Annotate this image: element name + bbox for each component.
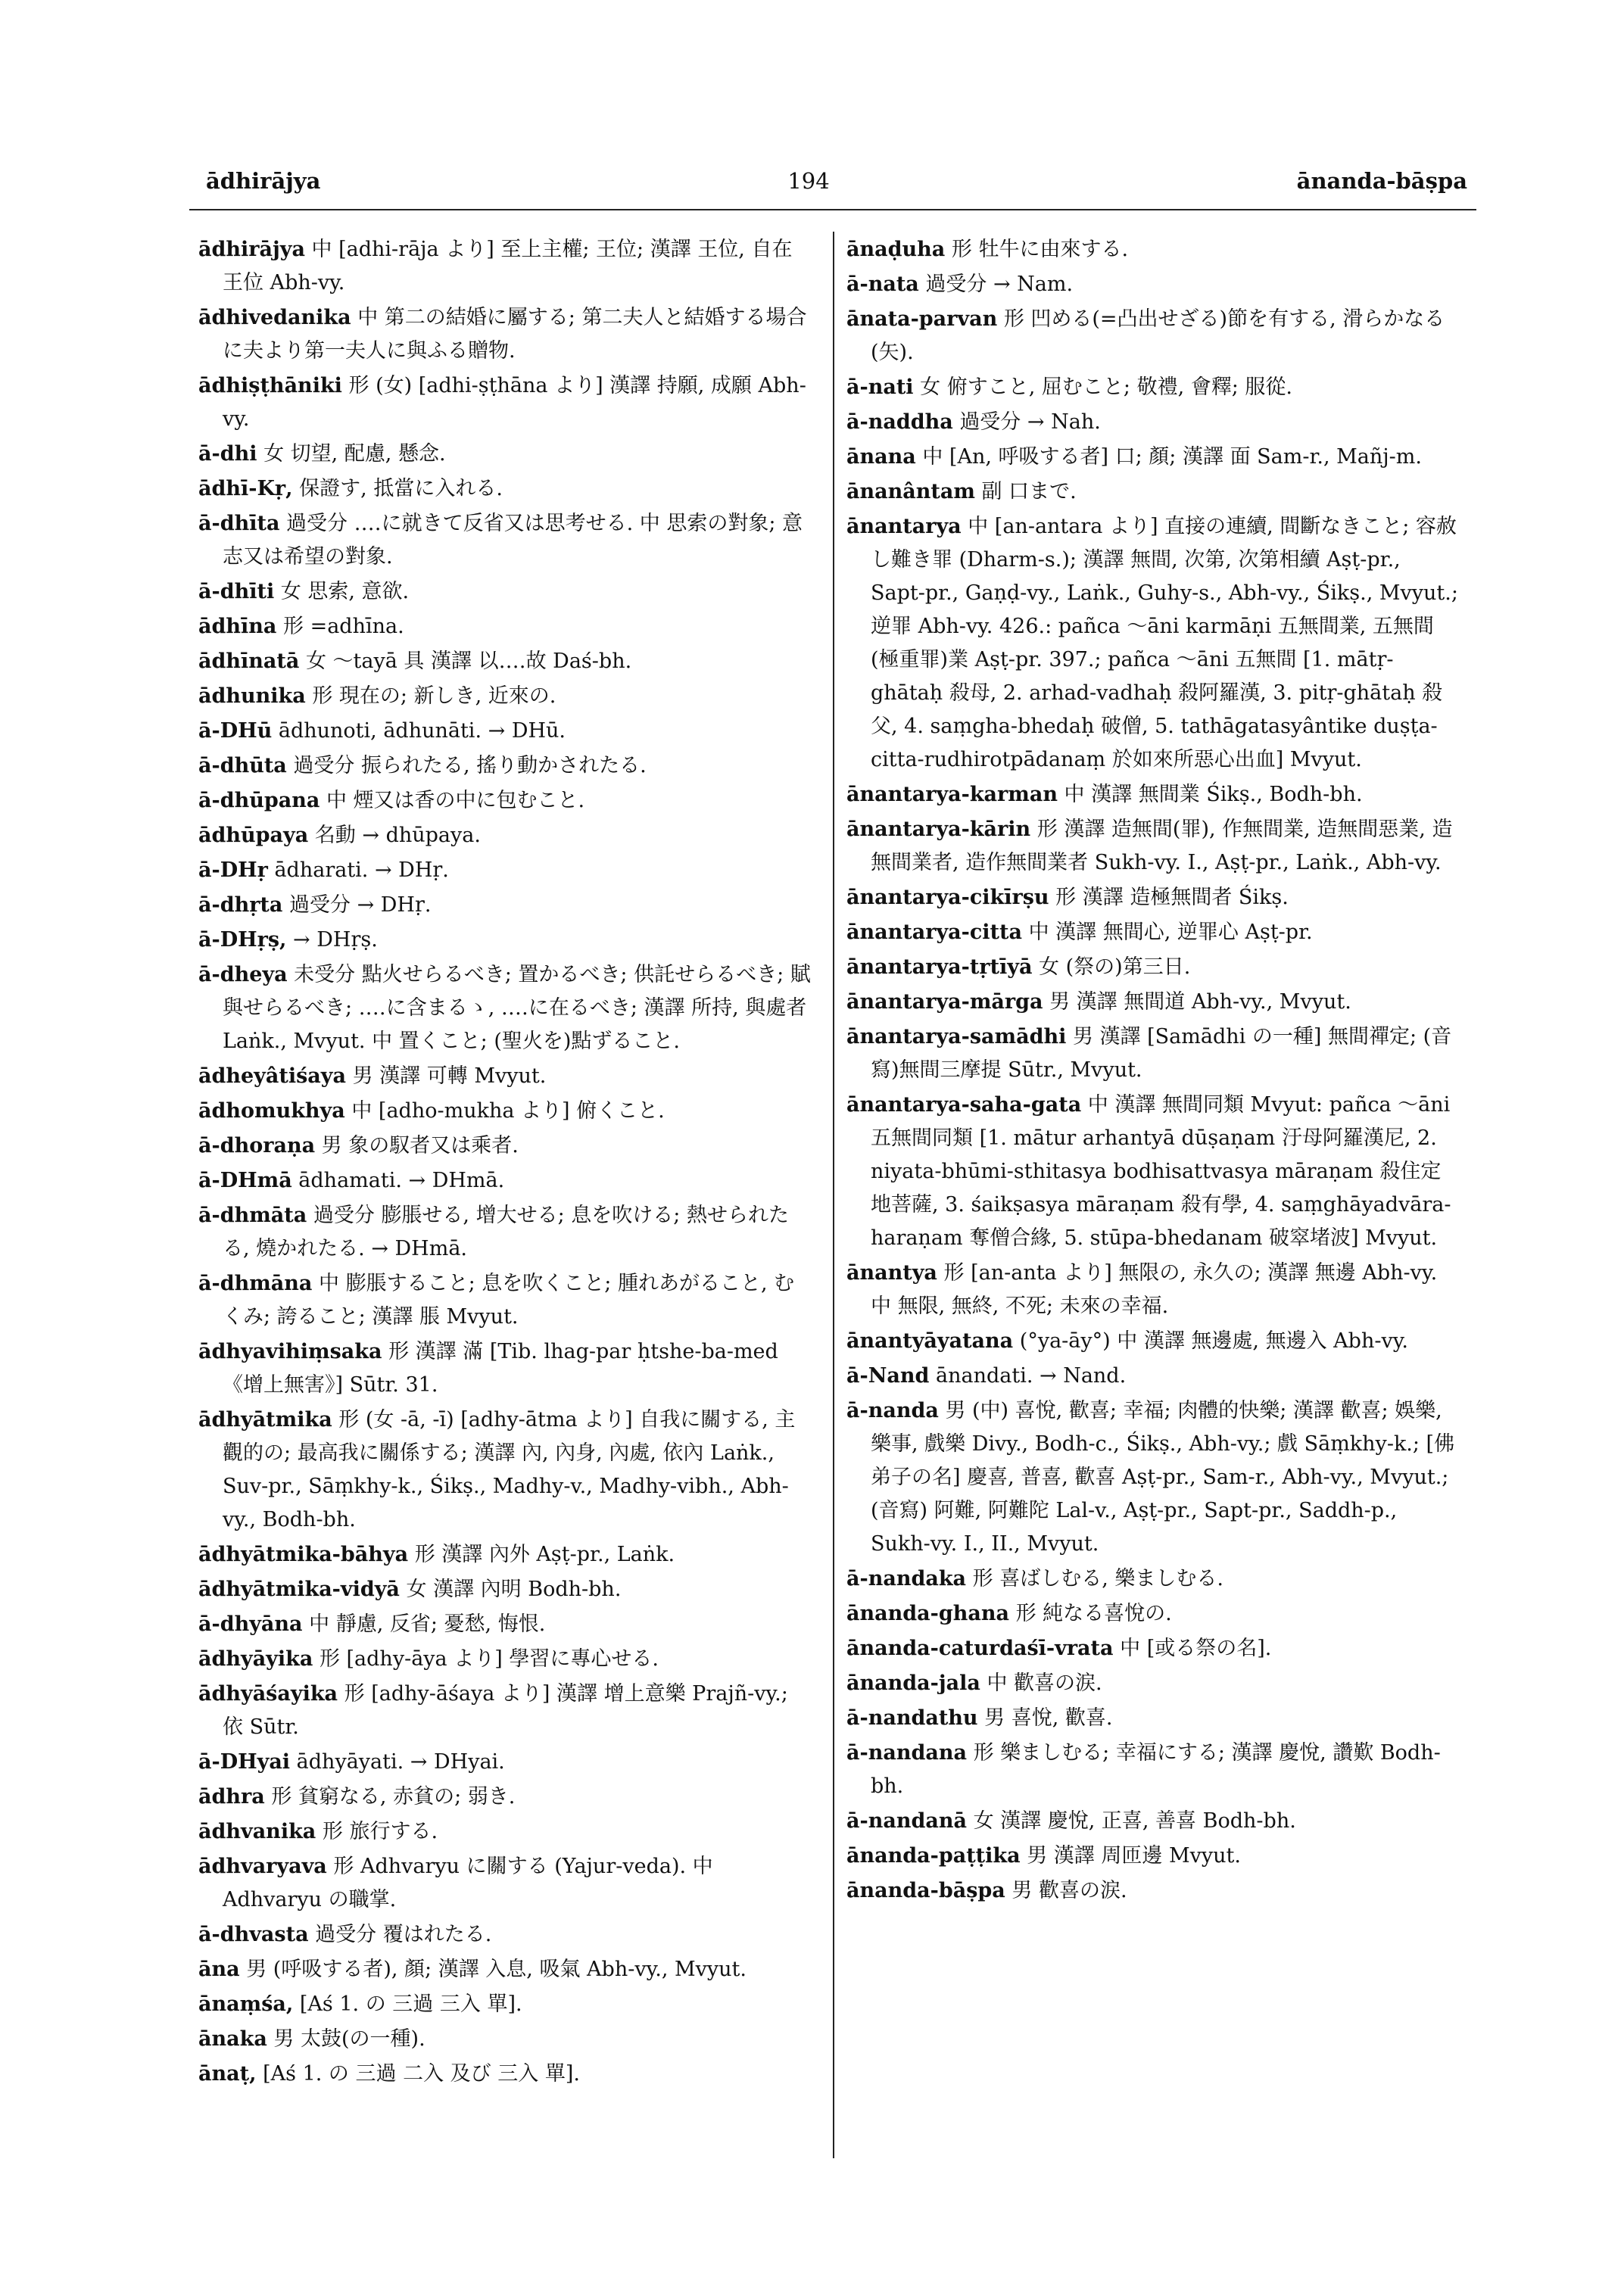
entry-headword: ā-DHṛ	[198, 858, 268, 882]
entry-headword: ā-dhīta	[198, 512, 280, 535]
entry-headword: ādhunika	[198, 684, 306, 708]
entry-definition: 過受分 振られたる, 搖り動かされたる.	[293, 754, 647, 777]
entry-headword: ānantarya-karman	[846, 783, 1058, 806]
entry-definition: 過受分 ‥‥に就きて反省又は思考せる. 中 思索の對象; 意志又は希望の對象.	[223, 512, 803, 569]
entry-definition: 男 漢譯 周匝邊 Mvyut.	[1027, 1844, 1241, 1868]
entry-definition: 形 (女) [adhi-ṣṭhāna より] 漢譯 持願, 成願 Abh-vy.	[223, 374, 806, 431]
entry-headword: ā-dhmāta	[198, 1204, 307, 1227]
dictionary-entry	[846, 1257, 1460, 1323]
entry-definition: 男 喜悅, 歡喜.	[984, 1706, 1113, 1730]
entry-headword: ānantarya-citta	[846, 921, 1022, 944]
entry-definition: 中 [adhi-rāja より] 至上主權; 王位; 漢譯 王位, 自在王位 Abh-vy.	[223, 238, 793, 294]
entry-headword: ānantarya-mārga	[846, 990, 1043, 1014]
entry-definition: 形 Adhvaryu に關する (Yajur-veda). 中 Adhvaryu の職掌.	[223, 1855, 713, 1911]
entry-definition: [Aś 1. の 三過 三入 單].	[299, 1992, 522, 2016]
entry-definition: 形 [adhy-āya より] 學習に專心せる.	[319, 1647, 659, 1671]
entry-definition: 過受分 → DHṛ.	[289, 893, 432, 917]
entry-definition: 形 牡牛に由來する.	[951, 238, 1129, 261]
dictionary-entry	[846, 1737, 1460, 1803]
entry-definition: → DHṛṣ.	[293, 928, 378, 952]
left-guide-word: ādhirājya	[206, 168, 321, 194]
entry-definition: 男 漢譯 可轉 Mvyut.	[352, 1064, 547, 1088]
right-column	[846, 233, 1460, 1909]
entry-definition: 副 口まで.	[981, 480, 1077, 503]
entry-definition: 男 歡喜の涙.	[1011, 1879, 1127, 1902]
dictionary-entry	[198, 1538, 812, 1572]
header-rule	[189, 209, 1476, 210]
entry-headword: ādhīna	[198, 615, 277, 638]
entry-definition: 中 [或る祭の名].	[1120, 1637, 1272, 1660]
entry-headword: ā-dhmāna	[198, 1272, 313, 1295]
entry-headword: ādhomukhya	[198, 1099, 345, 1123]
entry-definition: 形 純なる喜悅の.	[1015, 1602, 1172, 1625]
entry-definition: 中 煙又は香の中に包むこと.	[326, 789, 585, 812]
dictionary-entry	[846, 986, 1460, 1019]
entry-headword: ādhiṣṭhāniki	[198, 374, 342, 397]
entry-headword: ā-nandaka	[846, 1567, 967, 1590]
entry-definition: 男 (中) 喜悅, 歡喜; 幸福; 肉體的快樂; 漢譯 歡喜; 娛樂, 樂事, 戲樂 Divy., Bodh-c., Śikṣ., Abh-vy.; 戲 Sāṃkhy-k.; [佛弟子の名] 慶喜, 普喜, 歡喜 Aṣṭ-pr., Sam-r., Abh-vy., Mvyut.; (音寫) 阿難, 阿難陀 Lal-v., Aṣṭ-pr., Sapt-pr., Saddh-p., Sukh-vy. I., II., Mvyut.	[871, 1399, 1455, 1556]
entry-headword: ā-nandana	[846, 1741, 967, 1765]
entry-headword: ā-Nand	[846, 1364, 930, 1388]
dictionary-entry	[198, 749, 812, 783]
entry-definition: 女 切望, 配慮, 懸念.	[263, 442, 446, 466]
entry-headword: ādhyātmika-bāhya	[198, 1543, 409, 1566]
entry-definition: 形 漢譯 滿 [Tib. lhag-par ḥtshe-ba-med《增上無害》] Sūtr. 31.	[223, 1340, 778, 1397]
entry-definition: 男 (呼吸する者), 顏; 漢譯 入息, 吸氣 Abh-vy., Mvyut.	[246, 1958, 747, 1981]
entry-headword: ā-dhi	[198, 442, 257, 466]
entry-headword: ānantarya-saha-gata	[846, 1093, 1082, 1117]
entry-headword: ānantarya-samādhi	[846, 1025, 1067, 1048]
dictionary-entry	[198, 958, 812, 1058]
entry-definition: 形 =adhīna.	[282, 615, 404, 638]
dictionary-entry	[846, 303, 1460, 369]
dictionary-entry	[198, 854, 812, 887]
dictionary-entry	[198, 438, 812, 471]
right-guide-word: ānanda-bāṣpa	[1296, 168, 1467, 194]
entry-definition: ādhamati. → DHmā.	[298, 1169, 505, 1192]
dictionary-entry	[198, 1095, 812, 1128]
dictionary-entry	[846, 813, 1460, 880]
entry-definition: 形 樂ましむる; 幸福にする; 漢譯 慶悅, 讚歎 Bodh-bh.	[871, 1741, 1441, 1798]
dictionary-entry	[198, 233, 812, 300]
entry-definition: 女 思索, 意欲.	[280, 580, 410, 603]
entry-headword: ā-nati	[846, 375, 914, 399]
entry-headword: ānaḍuha	[846, 238, 946, 261]
dictionary-entry	[198, 1608, 812, 1641]
dictionary-entry	[846, 1702, 1460, 1735]
entry-definition: 形 [adhy-āśaya より] 漢譯 增上意樂 Prajñ-vy.; 依 Sūtr.	[223, 1682, 788, 1739]
entry-headword: ā-DHṛṣ,	[198, 928, 287, 952]
entry-definition: 女 俯すこと, 屈むこと; 敬禮, 會釋; 服從.	[920, 375, 1293, 399]
entry-definition: 形 貧窮なる, 赤貧の; 弱き.	[271, 1785, 516, 1809]
dictionary-entry	[846, 371, 1460, 404]
dictionary-entry	[846, 1325, 1460, 1358]
entry-headword: ānaṭ,	[198, 2062, 257, 2086]
entry-headword: ādhīnatā	[198, 650, 300, 673]
dictionary-entry	[846, 441, 1460, 474]
entry-headword: ā-dhvasta	[198, 1923, 309, 1946]
dictionary-entry	[198, 819, 812, 852]
entry-headword: ādhirājya	[198, 238, 305, 261]
left-column	[198, 233, 812, 2092]
dictionary-entry	[846, 1597, 1460, 1631]
entry-headword: ānantarya-kārin	[846, 818, 1031, 841]
dictionary-entry	[198, 1335, 812, 1402]
entry-headword: ādhra	[198, 1785, 265, 1809]
dictionary-entry	[846, 1805, 1460, 1838]
dictionary-entry	[198, 1267, 812, 1334]
entry-definition: 形 喜ばしむる, 樂ましむる.	[972, 1567, 1223, 1590]
entry-headword: ādhī-Kṛ,	[198, 477, 293, 500]
entry-headword: ādhyāyika	[198, 1647, 313, 1671]
dictionary-entry	[198, 1129, 812, 1163]
entry-headword: ā-nata	[846, 273, 919, 296]
dictionary-entry	[198, 369, 812, 436]
entry-definition: 中 [An, 呼吸する者] 口; 顏; 漢譯 面 Sam-r., Mañj-m.	[922, 445, 1422, 469]
entry-definition: ādhyāyati. → DHyai.	[296, 1750, 505, 1774]
entry-definition: 女 漢譯 內明 Bodh-bh.	[406, 1578, 622, 1601]
entry-headword: ādhyavihiṃsaka	[198, 1340, 382, 1363]
dictionary-entry	[846, 778, 1460, 812]
entry-definition: 形 漢譯 造無間(罪), 作無間業, 造無間惡業, 造無間業者, 造作無間業者 Sukh-vy. I., Aṣṭ-pr., Laṅk., Abh-vy.	[871, 818, 1453, 874]
entry-definition: 過受分 膨脹せる, 增大せる; 息を吹ける; 熱せられたる, 燒かれたる. → DHmā.	[223, 1204, 789, 1260]
dictionary-entry	[846, 233, 1460, 266]
entry-definition: 形 (女 -ā, -ī) [adhy-ātma より] 自我に關する, 主觀的の; 最高我に關係する; 漢譯 內, 內身, 內處, 依內 Laṅk., Suv-pr., Sāṃkhy-k., Śikṣ., Madhy-v., Madhy-vibh., Abh-vy., Bodh-bh.	[223, 1408, 796, 1531]
entry-headword: ā-dhūta	[198, 754, 287, 777]
dictionary-entry	[846, 1089, 1460, 1255]
dictionary-entry	[846, 1840, 1460, 1873]
entry-headword: āna	[198, 1958, 240, 1981]
entry-headword: ā-DHmā	[198, 1169, 292, 1192]
entry-headword: ānanda-bāṣpa	[846, 1879, 1005, 1902]
entry-headword: ānanântam	[846, 480, 975, 503]
entry-headword: ādhvanika	[198, 1820, 316, 1843]
entry-headword: ā-dhūpana	[198, 789, 320, 812]
entry-headword: ānata-parvan	[846, 307, 998, 331]
entry-definition: 保證す, 抵當に入れる.	[299, 477, 503, 500]
dictionary-entry	[846, 1562, 1460, 1596]
entry-headword: ā-dhoraṇa	[198, 1134, 316, 1157]
dictionary-entry	[198, 1953, 812, 1986]
entry-definition: 中 [an-antara より] 直接の連續, 間斷なきこと; 容赦し難き罪 (Dharm-s.); 漢譯 無間, 次第, 次第相續 Aṣṭ-pr., Sapt-pr., Gaṇḍ-vy., Laṅk., Guhy-s., Abh-vy., Śikṣ., Mvyut.; 逆罪 Abh-vy. 426.: pañca ～āni karmāṇi 五無間業, 五無間(極重罪)業 Aṣṭ-pr. 397.; pañca ～āni 五無間 [1. mātṛ-ghātaḥ 殺母, 2. arhad-vadhaḥ 殺阿羅漢, 3. pitṛ-ghātaḥ 殺父, 4. saṃgha-bhedaḥ 破僧, 5. tathāgatasyântike duṣṭa-citta-rudhirotpādanaṃ 於如來所惡心出血] Mvyut.	[871, 515, 1458, 771]
entry-headword: ānantarya-cikīrṣu	[846, 886, 1049, 909]
dictionary-entry	[198, 1404, 812, 1537]
entry-definition: 女 ～tayā 具 漢譯 以‥‥故 Daś-bh.	[305, 650, 632, 673]
dictionary-entry	[198, 1918, 812, 1952]
entry-definition: 未受分 點火せらるべき; 置かるべき; 供託せらるべき; 賦與せらるべき; ‥‥に含まるゝ, ‥‥に在るべき; 漢譯 所持, 與處者 Laṅk., Mvyut. 中 置くこと; (聖火を)點ずること.	[223, 963, 811, 1053]
entry-headword: ānantarya	[846, 515, 962, 538]
entry-definition: 中 第二の結婚に屬する; 第二夫人と結婚する場合に夫より第一夫人に與ふる贈物.	[223, 306, 807, 363]
dictionary-entry	[198, 1643, 812, 1676]
dictionary-entry	[198, 1164, 812, 1198]
dictionary-entry	[198, 610, 812, 643]
entry-headword: ānantyāyatana	[846, 1329, 1014, 1353]
entry-headword: ānaṃśa,	[198, 1992, 294, 2016]
entry-definition: 中 [adho-mukha より] 俯くこと.	[351, 1099, 665, 1123]
entry-definition: 名動 → dhūpaya.	[314, 824, 481, 847]
entry-definition: ādharati. → DHṛ.	[274, 858, 449, 882]
entry-headword: ā-dhyāna	[198, 1612, 303, 1636]
entry-definition: 中 靜慮, 反省; 憂愁, 悔恨.	[309, 1612, 546, 1636]
dictionary-entry	[198, 715, 812, 748]
dictionary-entry	[846, 1394, 1460, 1561]
entry-headword: ānaka	[198, 2027, 267, 2051]
entry-definition: 男 象の馭者又は乘者.	[321, 1134, 519, 1157]
entry-headword: ānanda-jala	[846, 1671, 980, 1695]
entry-headword: ānantya	[846, 1261, 937, 1285]
dictionary-entry	[846, 916, 1460, 949]
entry-headword: ā-nandathu	[846, 1706, 978, 1730]
entry-definition: 形 凹める(=凸出せざる)節を有する, 滑らかなる(矢).	[871, 307, 1445, 364]
dictionary-entry	[198, 1678, 812, 1744]
entry-headword: ā-naddha	[846, 410, 953, 434]
dictionary-entry	[198, 924, 812, 957]
dictionary-entry	[846, 1874, 1460, 1908]
dictionary-entry	[198, 1850, 812, 1917]
entry-headword: ādhyātmika-vidyā	[198, 1578, 400, 1601]
entry-headword: ā-DHū	[198, 719, 273, 743]
dictionary-entry	[846, 1632, 1460, 1665]
entry-headword: ādhūpaya	[198, 824, 309, 847]
dictionary-entry	[198, 1746, 812, 1779]
dictionary-entry	[198, 1060, 812, 1093]
dictionary-entry	[198, 1573, 812, 1606]
entry-definition: ādhunoti, ādhunāti. → DHū.	[278, 719, 566, 743]
dictionary-entry	[846, 1667, 1460, 1700]
dictionary-entry	[198, 645, 812, 678]
entry-definition: 中 漢譯 無間心, 逆罪心 Aṣṭ-pr.	[1028, 921, 1313, 944]
dictionary-entry	[198, 784, 812, 818]
entry-definition: 過受分 覆はれたる.	[315, 1923, 492, 1946]
dictionary-entry	[198, 301, 812, 368]
entry-headword: ā-nandanā	[846, 1809, 967, 1833]
entry-definition: 男 太鼓(の一種).	[273, 2027, 425, 2051]
entry-headword: ādhvaryava	[198, 1855, 327, 1878]
dictionary-entry	[198, 472, 812, 506]
dictionary-entry	[198, 507, 812, 574]
entry-headword: ā-dheya	[198, 963, 288, 986]
dictionary-entry	[198, 889, 812, 922]
entry-headword: ā-dhīti	[198, 580, 275, 603]
entry-headword: ā-DHyai	[198, 1750, 291, 1774]
entry-headword: ānantarya-tṛtīyā	[846, 955, 1033, 979]
entry-headword: ānana	[846, 445, 916, 469]
entry-definition: 形 漢譯 內外 Aṣṭ-pr., Laṅk.	[414, 1543, 675, 1566]
dictionary-entry	[198, 575, 812, 609]
entry-headword: ānanda-caturdaśī-vrata	[846, 1637, 1114, 1660]
entry-headword: ādhyāśayika	[198, 1682, 338, 1706]
entry-definition: 男 漢譯 [Samādhi の一種] 無間禪定; (音寫)無間三摩提 Sūtr., Mvyut.	[871, 1025, 1452, 1082]
entry-definition: (°ya-āy°) 中 漢譯 無邊處, 無邊入 Abh-vy.	[1019, 1329, 1408, 1353]
dictionary-entry	[198, 2058, 812, 2091]
entry-definition: 中 漢譯 無間業 Śikṣ., Bodh-bh.	[1064, 783, 1363, 806]
entry-headword: ādhivedanika	[198, 306, 351, 329]
entry-definition: 形 旅行する.	[322, 1820, 438, 1843]
entry-headword: ādheyâtiśaya	[198, 1064, 346, 1088]
dictionary-entry	[846, 1020, 1460, 1087]
dictionary-entry	[198, 1781, 812, 1814]
entry-definition: 過受分 → Nam.	[925, 273, 1074, 296]
entry-definition: ānandati. → Nand.	[935, 1364, 1127, 1388]
dictionary-entry	[846, 268, 1460, 301]
entry-headword: ādhyātmika	[198, 1408, 332, 1432]
dictionary-entry	[846, 475, 1460, 509]
entry-headword: ānanda-ghana	[846, 1602, 1009, 1625]
entry-definition: 中 歡喜の涙.	[987, 1671, 1102, 1695]
entry-definition: 過受分 → Nah.	[959, 410, 1101, 434]
entry-headword: ā-dhṛta	[198, 893, 283, 917]
entry-definition: [Aś 1. の 三過 二入 及び 三入 單].	[263, 2062, 580, 2086]
dictionary-entry	[198, 2023, 812, 2056]
page-number: 194	[787, 168, 830, 194]
dictionary-entry	[198, 1988, 812, 2021]
column-separator	[833, 232, 834, 2158]
entry-headword: ā-nanda	[846, 1399, 939, 1422]
entry-definition: 形 現在の; 新しき, 近來の.	[312, 684, 556, 708]
entry-definition: 男 漢譯 無間道 Abh-vy., Mvyut.	[1049, 990, 1351, 1014]
dictionary-entry	[198, 1199, 812, 1266]
page-header	[206, 168, 1467, 204]
entry-definition: 女 漢譯 慶悅, 正喜, 善喜 Bodh-bh.	[973, 1809, 1296, 1833]
entry-definition: 形 [an-anta より] 無限の, 永久の; 漢譯 無邊 Abh-vy. 中 無限, 無終, 不死; 未來の幸福.	[871, 1261, 1438, 1318]
dictionary-entry	[846, 881, 1460, 914]
entry-headword: ānanda-paṭṭika	[846, 1844, 1021, 1868]
dictionary-entry	[846, 406, 1460, 439]
dictionary-entry	[198, 1815, 812, 1849]
entry-definition: 女 (祭の)第三日.	[1039, 955, 1191, 979]
entry-definition: 中 漢譯 無間同類 Mvyut: pañca ～āni 五無間同類 [1. mātur arhantyā dūṣaṇam 汙母阿羅漢尼, 2. niyata-bhūmi-sthitasya bodhisattvasya māraṇam 殺住定地菩薩, 3. śaikṣasya māraṇam 殺有學, 4. saṃghāyadvāra-haraṇam 奪僧合緣, 5. stūpa-bhedanam 破窣堵波] Mvyut.	[871, 1093, 1451, 1250]
entry-definition: 形 漢譯 造極無間者 Śikṣ.	[1055, 886, 1289, 909]
dictionary-entry	[846, 510, 1460, 777]
entry-definition: 中 膨脹すること; 息を吹くこと; 腫れあがること, むくみ; 誇ること; 漢譯 脹 Mvyut.	[223, 1272, 795, 1329]
dictionary-entry	[198, 680, 812, 713]
dictionary-entry	[846, 1360, 1460, 1393]
dictionary-entry	[846, 951, 1460, 984]
